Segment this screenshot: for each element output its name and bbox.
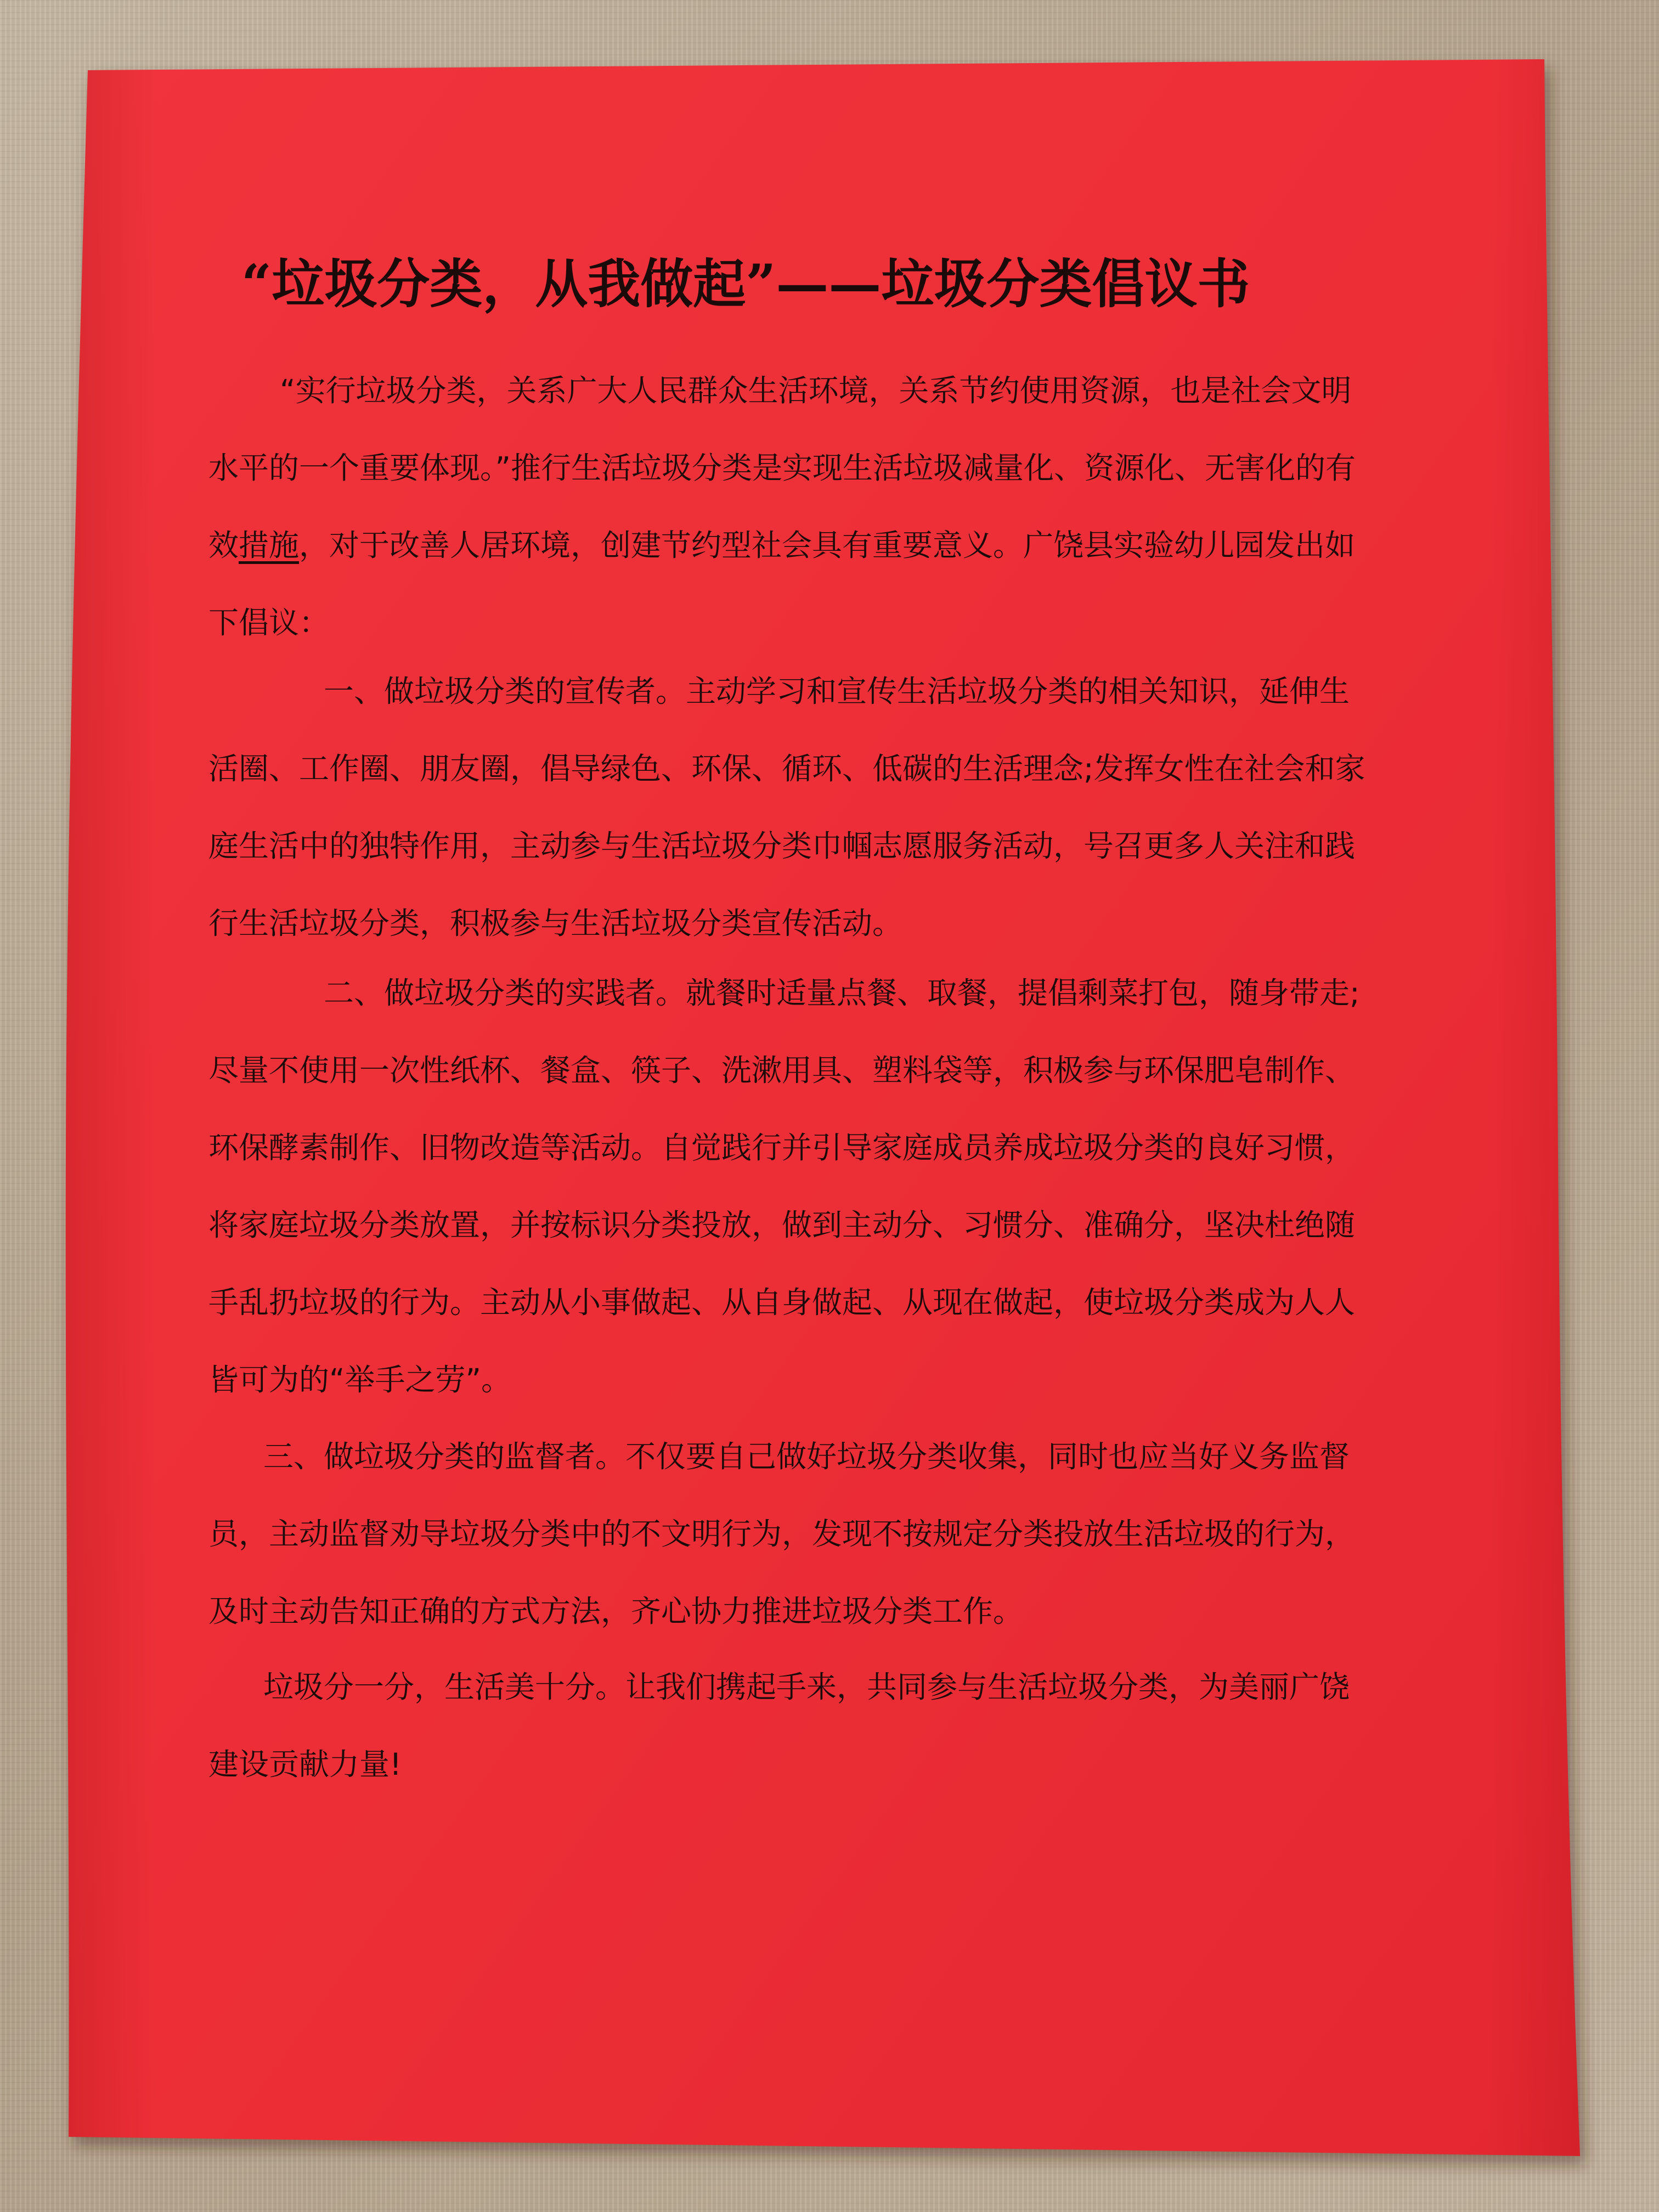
paragraph-intro [208,352,1372,662]
underlined-word: 措施 [239,528,300,563]
paragraph-supervisor: 三、做垃圾分类的监督者。不仅要自己做好垃圾分类收集，同时也应当好义务监督员，主动监督劝导垃圾分类中的不文明行为，发现不按规定分类投放生活垃圾的行为，及时主动告知正确的方式方法，齐心协力推进垃圾分类工作。 [208,1439,1356,1629]
paragraph-closing: 垃圾分一分，生活美十分。让我们携起手来，共同参与生活垃圾分类，为美丽广饶建设贡献力量! [208,1669,1350,1782]
intro-text-part2: ，对于改善人居环境，创建节约型社会具有重要意义。广饶县实验幼儿园发出如下倡议： [208,528,1356,640]
document-title: “垃圾分类，从我做起”——垃圾分类倡议书 [241,253,1250,315]
paragraph-practitioner: 二、做垃圾分类的实践者。就餐时适量点餐、取餐，提倡剩菜打包，随身带走;尽量不使用一次性纸杯、餐盒、筷子、洗漱用具、塑料袋等，积极参与环保肥皂制作、环保酵素制作、旧物改造等活动。自觉践行并引导家庭成员养成垃圾分类的良好习惯，将家庭垃圾分类放置，并按标识分类投放，做到主动分、习惯分、准确分，坚决杜绝随手乱扔垃圾的行为。主动从小事做起、从自身做起、从现在做起，使垃圾分类成为人人皆可为的“举手之劳”。 [208,975,1360,1397]
paragraph-advocate: 一、做垃圾分类的宣传者。主动学习和宣传生活垃圾分类的相关知识，延伸生活圈、工作圈、朋友圈，倡导绿色、环保、循环、低碳的生活理念;发挥女性在社会和家庭生活中的独特作用，主动参与生活垃圾分类巾帼志愿服务活动，号召更多人关注和践行生活垃圾分类，积极参与生活垃圾分类宣传活动。 [208,674,1365,941]
intro-text-part1: “实行垃圾分类，关系广大人民群众生活环境，关系节约使用资源，也是社会文明水平的一个重要体现。”推行生活垃圾分类是实现生活垃圾减量化、资源化、无害化的有效 [208,373,1356,563]
